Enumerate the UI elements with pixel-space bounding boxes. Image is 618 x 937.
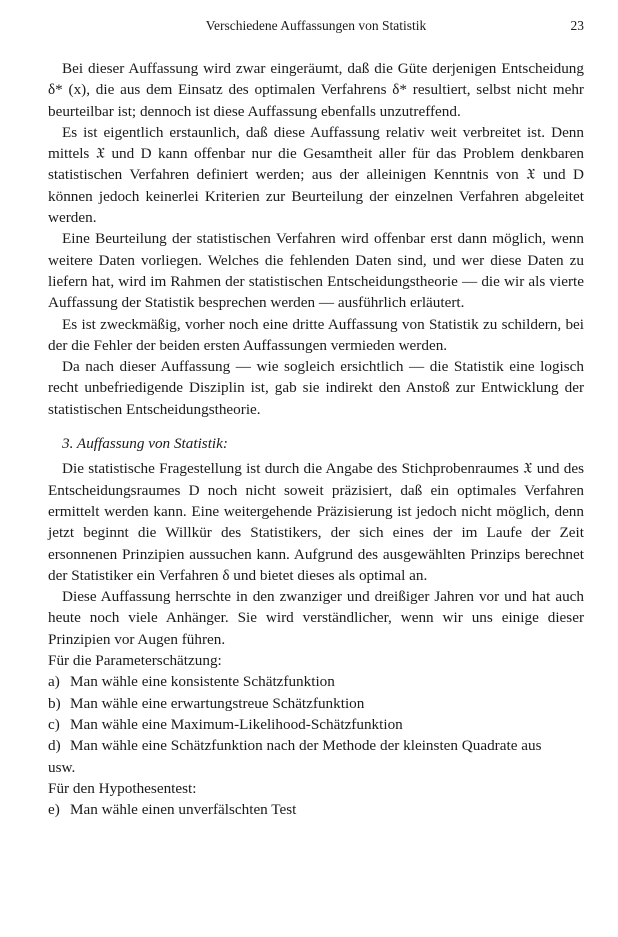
list-label: c) <box>48 715 60 733</box>
list-item <box>48 671 584 692</box>
paragraph: Es ist eigentlich erstaunlich, daß diese Auffassung relativ weit verbreitet ist. Denn mittels 𝔛 und D kann offenbar nur die Gesamtheit aller für das Problem denkbaren statistischen Verfahren definiert werden; aus der alleinigen Kenntnis von 𝔛 und D können jedoch keinerlei Kriterien zur Beurteilung der einzelnen Verfahren abgeleitet werden. <box>48 123 584 227</box>
section-heading: 3. Auffassung von Statistik: <box>62 435 228 453</box>
list-text: Man wähle eine Maximum-Likelihood-Schätzfunktion <box>70 715 403 733</box>
paragraph: Eine Beurteilung der statistischen Verfahren wird offenbar erst dann möglich, wenn weitere Daten vorliegen. Welches die fehlenden Daten sind, und wer diese Daten zu liefern hat, wird im Rahmen der statistischen Entscheidungstheorie — die wir als vierte Auffassung der Statistik besprechen werden — ausführlich erläutert. <box>48 230 584 312</box>
test-list <box>48 799 584 820</box>
paragraph: Bei dieser Auffassung wird zwar eingeräumt, daß die Güte derjenigen Entscheidung δ* (x), die aus dem Einsatz des optimalen Verfahrens δ* resultiert, selbst nicht mehr beurteilbar ist; dennoch ist diese Auffassung ebenfalls unzutreffend. <box>48 60 584 120</box>
paragraph: Diese Auffassung herrschte in den zwanziger und dreißiger Jahren vor und hat auch heute noch viele Anhänger. Sie wird verständlicher, wenn wir uns einige dieser Prinzipien vor Augen führen. <box>48 588 584 648</box>
list-text: Man wähle einen unverfälschten Test <box>70 801 297 819</box>
list-item <box>48 693 584 714</box>
list-label: a) <box>48 673 60 691</box>
usw-text: usw. <box>48 758 76 776</box>
list-label: d) <box>48 737 61 755</box>
list-item <box>48 799 584 820</box>
list-text: Man wähle eine konsistente Schätzfunktion <box>70 673 335 691</box>
list-text: Man wähle eine erwartungstreue Schätzfunktion <box>70 694 365 712</box>
param-list <box>48 671 584 756</box>
paragraph: Die statistische Fragestellung ist durch die Angabe des Stichprobenraumes 𝔛 und des Entscheidungsraumes D noch nicht soweit präzisiert, daß ein optimales Verfahren ermittelt werden kann. Eine weitergehende Präzisierung ist jedoch nicht möglich, denn jetzt beginnt die Willkür des Statistikers, der sich eines der im Laufe der Zeit ersonnenen Prinzipien aussuchen kann. Aufgrund des ausgewählten Prinzips berechnet der Statistiker ein Verfahren δ und bietet dieses als optimal an. <box>48 460 584 584</box>
test-intro: Für den Hypothesentest: <box>48 779 197 797</box>
page-number: 23 <box>570 18 584 33</box>
list-text: Man wähle eine Schätzfunktion nach der Methode der kleinsten Quadrate aus <box>70 737 542 755</box>
list-item <box>48 735 584 756</box>
page-body <box>48 58 584 820</box>
list-label: b) <box>48 694 61 712</box>
running-title: Verschiedene Auffassungen von Statistik <box>205 18 427 33</box>
paragraph: Es ist zweckmäßig, vorher noch eine dritte Auffassung von Statistik zu schildern, bei der die Fehler der beiden ersten Auffassungen vermieden werden. <box>48 315 584 354</box>
running-header <box>48 18 584 38</box>
list-label: e) <box>48 801 60 819</box>
param-intro: Für die Parameterschätzung: <box>48 652 222 670</box>
paragraph: Da nach dieser Auffassung — wie sogleich ersichtlich — die Statistik eine logisch recht unbefriedigende Disziplin ist, gab sie indirekt den Anstoß zur Entwicklung der statistischen Entscheidungstheorie. <box>48 358 584 418</box>
list-item <box>48 714 584 735</box>
